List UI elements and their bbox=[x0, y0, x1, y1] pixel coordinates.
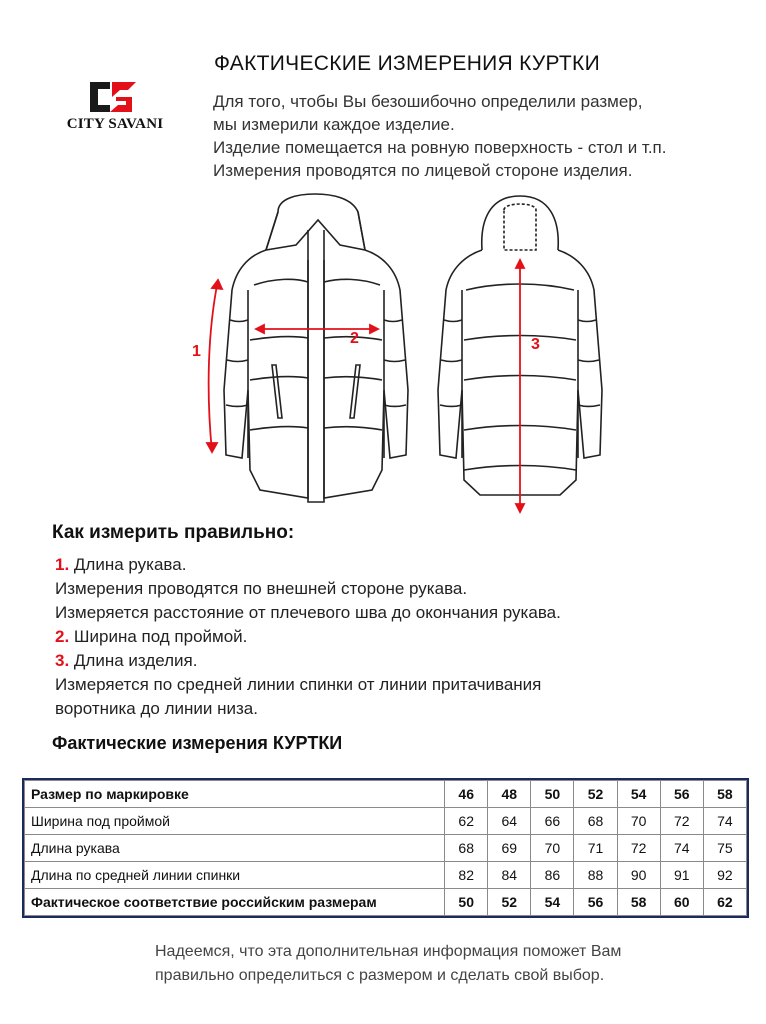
intro-line: мы измерили каждое изделие. bbox=[213, 115, 455, 134]
cell: 88 bbox=[574, 862, 617, 889]
row-label: Размер по маркировке bbox=[25, 781, 445, 808]
cell: 62 bbox=[445, 808, 488, 835]
item-text: Ширина под проймой. bbox=[69, 627, 248, 646]
cell: 56 bbox=[574, 889, 617, 916]
cell: 54 bbox=[531, 889, 574, 916]
row-label: Длина рукава bbox=[25, 835, 445, 862]
cell: 70 bbox=[617, 808, 660, 835]
cell: 86 bbox=[531, 862, 574, 889]
howto-item: Измерения проводятся по внешней стороне рукава. bbox=[55, 579, 468, 598]
jacket-diagram bbox=[190, 190, 640, 520]
cell: 66 bbox=[531, 808, 574, 835]
cell: 69 bbox=[488, 835, 531, 862]
sleeve-label: 1 bbox=[192, 343, 201, 360]
cell: 70 bbox=[531, 835, 574, 862]
sleeve-measure-line bbox=[209, 280, 218, 452]
cell: 50 bbox=[531, 781, 574, 808]
cs-monogram-icon bbox=[88, 80, 140, 114]
item-number: 3. bbox=[55, 651, 70, 670]
row-label: Фактическое соответствие российским размерам bbox=[25, 889, 445, 916]
cell: 52 bbox=[574, 781, 617, 808]
table-row bbox=[25, 808, 747, 835]
chest-label: 2 bbox=[350, 330, 359, 347]
cell: 60 bbox=[660, 889, 703, 916]
item-text: Длина изделия. bbox=[69, 651, 198, 670]
howto-title: Как измерить правильно: bbox=[52, 522, 295, 543]
page-title: ФАКТИЧЕСКИЕ ИЗМЕРЕНИЯ КУРТКИ bbox=[214, 52, 600, 75]
cell: 68 bbox=[574, 808, 617, 835]
intro-line: Для того, чтобы Вы безошибочно определили размер, bbox=[213, 92, 643, 111]
brand-name: CITY SAVANI bbox=[66, 116, 164, 132]
brand-logo bbox=[50, 80, 180, 140]
cell: 74 bbox=[703, 808, 746, 835]
howto-item: Измеряется расстояние от плечевого шва до окончания рукава. bbox=[55, 603, 561, 622]
item-number: 1. bbox=[55, 555, 70, 574]
intro-line: Изделие помещается на ровную поверхность - стол и т.п. bbox=[213, 138, 667, 157]
cell: 82 bbox=[445, 862, 488, 889]
howto-item bbox=[55, 553, 561, 577]
intro-line: Измерения проводятся по лицевой стороне изделия. bbox=[213, 161, 633, 180]
cell: 64 bbox=[488, 808, 531, 835]
cell: 75 bbox=[703, 835, 746, 862]
table-row bbox=[25, 835, 747, 862]
cell: 58 bbox=[703, 781, 746, 808]
cell: 52 bbox=[488, 889, 531, 916]
howto-item bbox=[55, 649, 561, 673]
footer-line: правильно определиться с размером и сделать свой выбор. bbox=[155, 967, 605, 984]
footer-line: Надеемся, что эта дополнительная информация поможет Вам bbox=[155, 943, 622, 960]
cell: 62 bbox=[703, 889, 746, 916]
cell: 71 bbox=[574, 835, 617, 862]
howto-item: Измеряется по средней линии спинки от линии притачивания bbox=[55, 675, 542, 694]
cell: 46 bbox=[445, 781, 488, 808]
howto-item bbox=[55, 625, 561, 649]
cell: 56 bbox=[660, 781, 703, 808]
item-text: Длина рукава. bbox=[69, 555, 187, 574]
cell: 92 bbox=[703, 862, 746, 889]
table-row bbox=[25, 781, 747, 808]
size-table bbox=[24, 780, 747, 916]
footer-note bbox=[155, 940, 621, 988]
cell: 84 bbox=[488, 862, 531, 889]
jacket-front-drawing bbox=[224, 194, 408, 502]
table-row bbox=[25, 889, 747, 916]
cell: 58 bbox=[617, 889, 660, 916]
cell: 72 bbox=[660, 808, 703, 835]
row-label: Ширина под проймой bbox=[25, 808, 445, 835]
cell: 74 bbox=[660, 835, 703, 862]
table-row bbox=[25, 862, 747, 889]
item-number: 2. bbox=[55, 627, 70, 646]
cell: 48 bbox=[488, 781, 531, 808]
cell: 90 bbox=[617, 862, 660, 889]
cell: 91 bbox=[660, 862, 703, 889]
howto-list bbox=[55, 553, 561, 721]
table-title: Фактические измерения КУРТКИ bbox=[52, 733, 343, 753]
length-label: 3 bbox=[531, 336, 540, 353]
cell: 72 bbox=[617, 835, 660, 862]
cell: 54 bbox=[617, 781, 660, 808]
cell: 50 bbox=[445, 889, 488, 916]
howto-item: воротника до линии низа. bbox=[55, 699, 258, 718]
cell: 68 bbox=[445, 835, 488, 862]
row-label: Длина по средней линии спинки bbox=[25, 862, 445, 889]
intro-text bbox=[213, 90, 666, 182]
